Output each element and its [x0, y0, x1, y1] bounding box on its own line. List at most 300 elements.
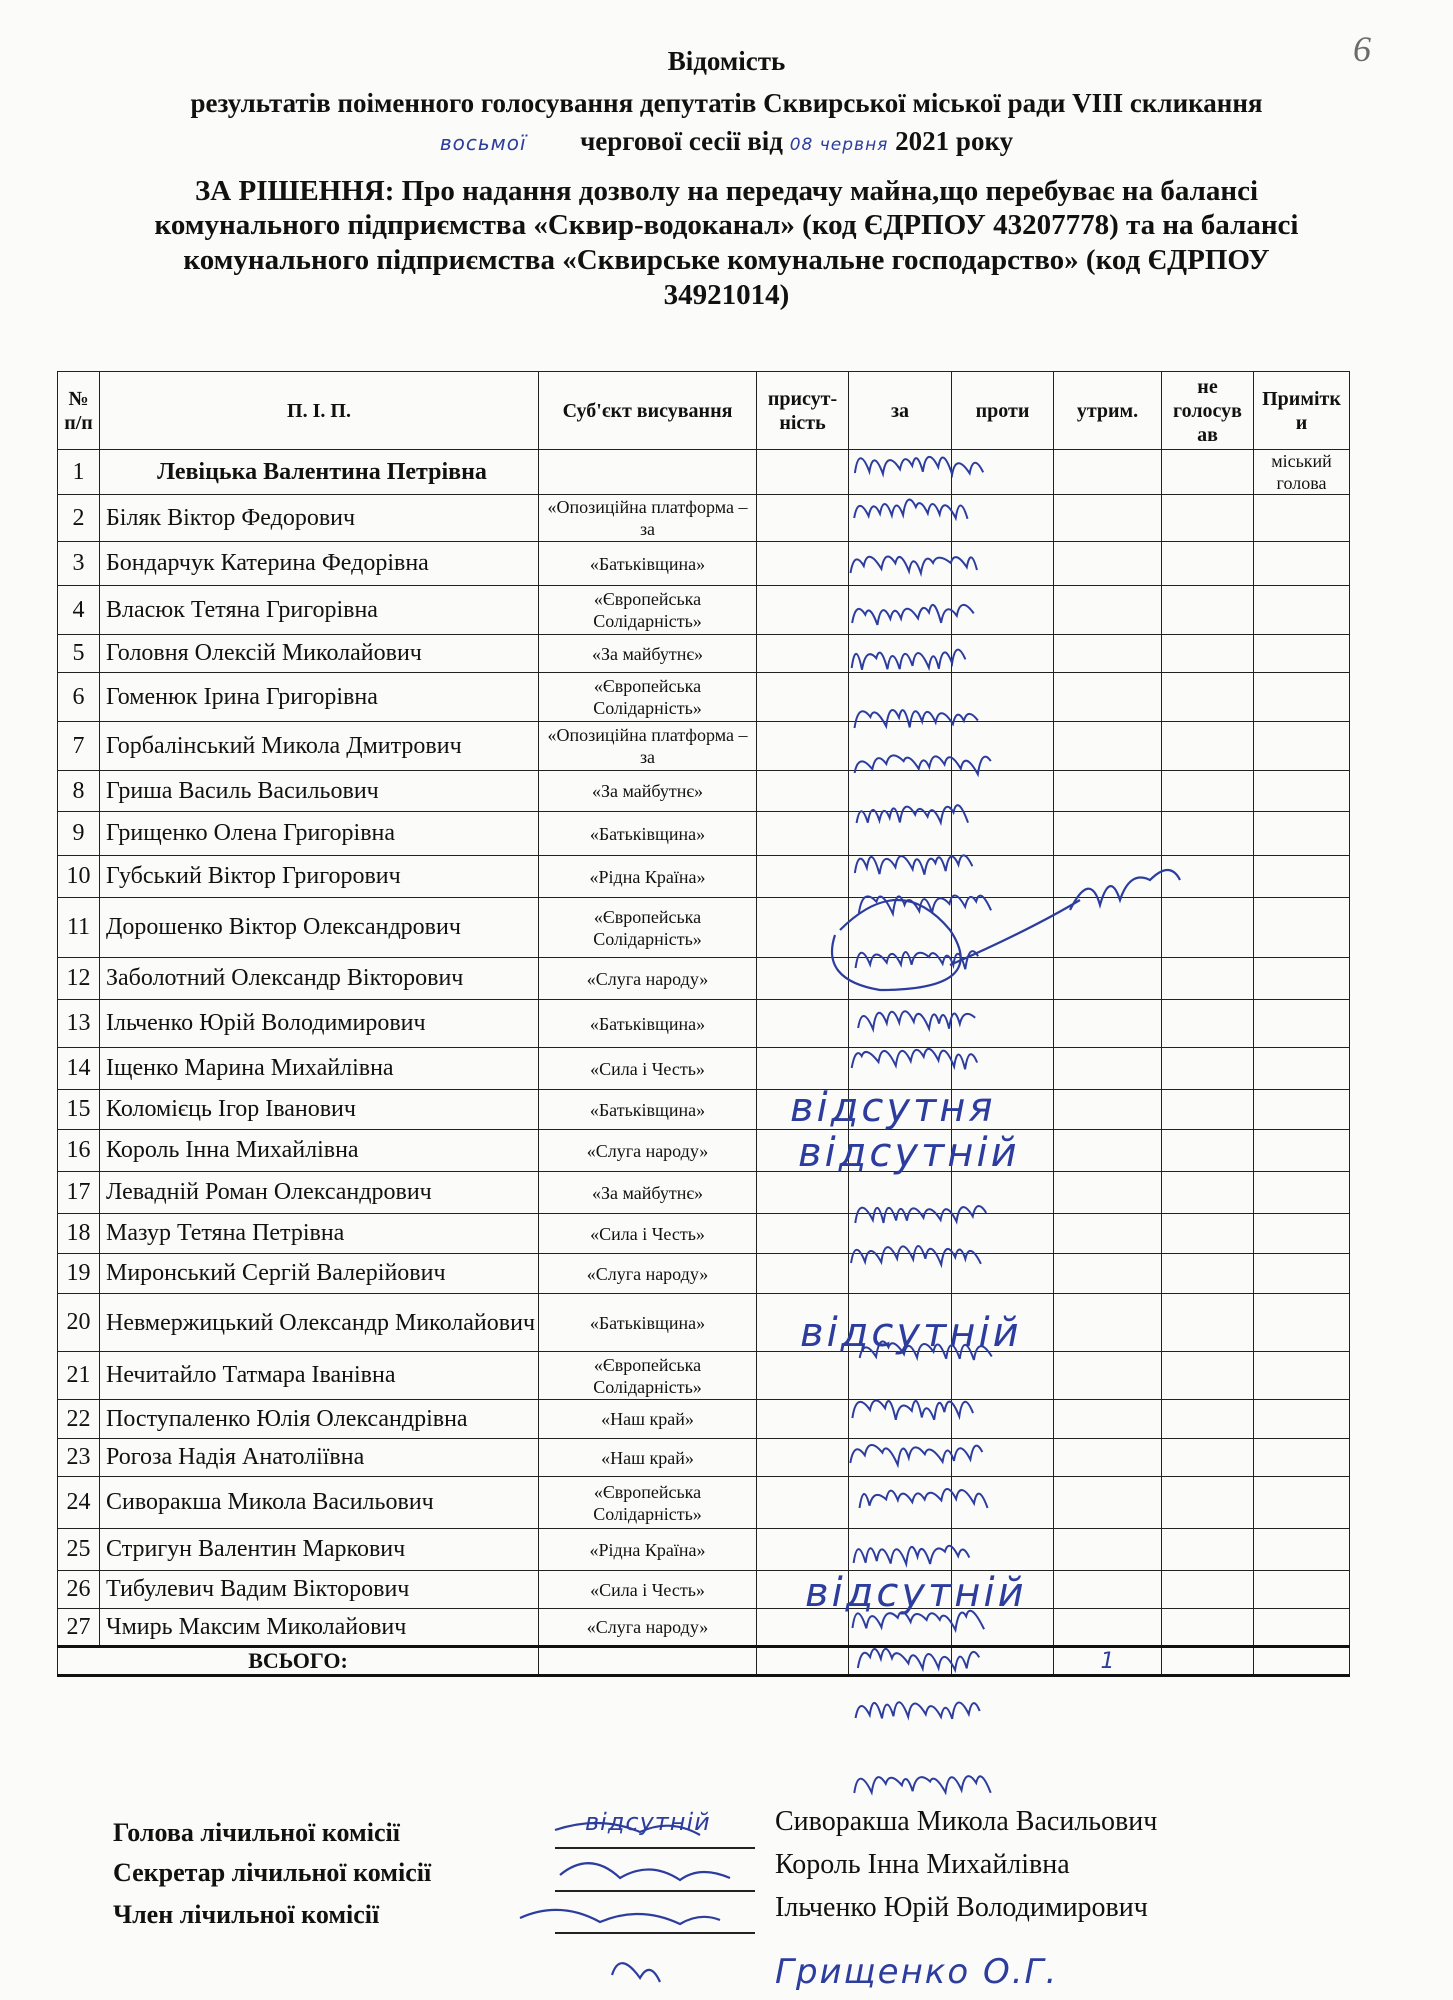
not-voted-cell — [1162, 1214, 1254, 1254]
vote-against-cell — [952, 495, 1054, 542]
note-cell — [1254, 1048, 1350, 1090]
present-cell — [757, 812, 849, 856]
row-number: 3 — [58, 542, 100, 586]
note-cell — [1254, 812, 1350, 856]
deputy-name: Невмержицький Олександр Миколайович — [100, 1294, 539, 1352]
deputy-name: Левіцька Валентина Петрівна — [100, 450, 539, 495]
table-row — [58, 1000, 1350, 1048]
deputy-party: «Батьківщина» — [539, 1090, 757, 1130]
deputy-name: Власюк Тетяна Григорівна — [100, 586, 539, 635]
present-cell — [757, 542, 849, 586]
session-text: чергової сесії від — [580, 126, 783, 156]
vote-abstain-cell — [1054, 635, 1162, 673]
row-number: 21 — [58, 1352, 100, 1400]
deputy-party: «Сила і Честь» — [539, 1048, 757, 1090]
note-cell — [1254, 1294, 1350, 1352]
row-number: 18 — [58, 1214, 100, 1254]
vote-abstain-cell — [1054, 958, 1162, 1000]
row-number: 24 — [58, 1477, 100, 1529]
not-voted-cell — [1162, 1439, 1254, 1477]
vote-abstain-cell — [1054, 1130, 1162, 1172]
table-row — [58, 1400, 1350, 1439]
vote-abstain-cell — [1054, 771, 1162, 812]
extra-signature — [612, 1963, 660, 1982]
vote-abstain-cell — [1054, 1090, 1162, 1130]
col-header-not-voted: не голосув ав — [1162, 372, 1254, 450]
row-number: 14 — [58, 1048, 100, 1090]
table-row — [58, 1529, 1350, 1571]
table-header-row — [58, 372, 1350, 450]
table-row — [58, 898, 1350, 958]
session-handwritten-date: 08 червня — [789, 135, 889, 155]
deputy-party: «Опозиційна платформа – за — [539, 495, 757, 542]
not-voted-cell — [1162, 958, 1254, 1000]
vote-for-cell — [849, 1477, 952, 1529]
row-number: 13 — [58, 1000, 100, 1048]
deputy-party: «Слуга народу» — [539, 1609, 757, 1647]
deputy-name: Гриша Василь Васильович — [100, 771, 539, 812]
note-cell — [1254, 673, 1350, 722]
vote-abstain-cell — [1054, 586, 1162, 635]
note-cell — [1254, 1352, 1350, 1400]
vote-for-cell — [849, 495, 952, 542]
vote-against-cell — [952, 1352, 1054, 1400]
row-number: 19 — [58, 1254, 100, 1294]
vote-for-cell — [849, 812, 952, 856]
deputy-name: Бондарчук Катерина Федорівна — [100, 542, 539, 586]
vote-abstain-cell — [1054, 1254, 1162, 1294]
vote-abstain-cell — [1054, 1048, 1162, 1090]
col-header-against: проти — [952, 372, 1054, 450]
row-number: 10 — [58, 856, 100, 898]
table-row — [58, 1048, 1350, 1090]
page-number: 6 — [1353, 29, 1371, 69]
row-number: 17 — [58, 1172, 100, 1214]
present-cell — [757, 1477, 849, 1529]
vote-against-cell — [952, 722, 1054, 771]
deputy-name: Король Інна Михайлівна — [100, 1130, 539, 1172]
vote-for-cell — [849, 771, 952, 812]
deputy-party: «Батьківщина» — [539, 1294, 757, 1352]
not-voted-cell — [1162, 1352, 1254, 1400]
vote-abstain-cell — [1054, 1172, 1162, 1214]
deputy-party: «Слуга народу» — [539, 1130, 757, 1172]
deputy-name: Поступаленко Юлія Олександрівна — [100, 1400, 539, 1439]
present-cell — [757, 1048, 849, 1090]
note-cell — [1254, 495, 1350, 542]
row-number: 23 — [58, 1439, 100, 1477]
table-row — [58, 856, 1350, 898]
deputy-name: Сиворакша Микола Васильович — [100, 1477, 539, 1529]
vote-against-cell — [952, 1254, 1054, 1294]
row-number: 22 — [58, 1400, 100, 1439]
vote-abstain-cell — [1054, 1352, 1162, 1400]
row-number: 20 — [58, 1294, 100, 1352]
vote-against-cell — [952, 673, 1054, 722]
not-voted-cell — [1162, 1172, 1254, 1214]
session-year: 2021 року — [895, 126, 1014, 156]
present-cell — [757, 958, 849, 1000]
vote-for-cell — [849, 1214, 952, 1254]
table-row — [58, 542, 1350, 586]
row-number: 6 — [58, 673, 100, 722]
deputy-name: Гоменюк Ірина Григорівна — [100, 673, 539, 722]
vote-abstain-cell — [1054, 1609, 1162, 1647]
not-voted-cell — [1162, 1400, 1254, 1439]
note-cell — [1254, 1477, 1350, 1529]
vote-for-cell — [849, 450, 952, 495]
extra-handwritten-name: Грищенко О.Г. — [775, 1952, 1059, 1992]
vote-abstain-cell — [1054, 1571, 1162, 1609]
vote-against-cell — [952, 1048, 1054, 1090]
vote-against-cell — [952, 542, 1054, 586]
deputy-party: «Європейська Солідарність» — [539, 586, 757, 635]
vote-for-cell — [849, 542, 952, 586]
decision-line-1: ЗА РІШЕННЯ: Про надання дозволу на передачу майна,що перебуває на балансі — [194, 175, 1259, 207]
note-cell — [1254, 1254, 1350, 1294]
table-row — [58, 1352, 1350, 1400]
row-number: 9 — [58, 812, 100, 856]
table-row — [58, 1609, 1350, 1647]
table-row — [58, 586, 1350, 635]
total-against-handwritten: 1 — [1054, 1647, 1162, 1676]
vote-abstain-cell — [1054, 812, 1162, 856]
table-row — [58, 771, 1350, 812]
vote-for-cell — [849, 1000, 952, 1048]
deputy-party: «За майбутнє» — [539, 771, 757, 812]
deputy-party — [539, 450, 757, 495]
note-cell — [1254, 722, 1350, 771]
table-row — [58, 812, 1350, 856]
present-cell — [757, 586, 849, 635]
deputy-party: «Рідна Країна» — [539, 856, 757, 898]
table-row — [58, 1130, 1350, 1172]
present-cell — [757, 722, 849, 771]
table-row — [58, 1172, 1350, 1214]
row-number: 1 — [58, 450, 100, 495]
vote-for-cell — [849, 898, 952, 958]
commission-chair-label: Голова лічильної комісії — [113, 1818, 400, 1847]
not-voted-cell — [1162, 1000, 1254, 1048]
table-row — [58, 1090, 1350, 1130]
vote-for-cell — [849, 1400, 952, 1439]
note-cell — [1254, 1571, 1350, 1609]
row-number: 5 — [58, 635, 100, 673]
vote-against-cell — [952, 586, 1054, 635]
note-cell — [1254, 1172, 1350, 1214]
not-voted-cell — [1162, 722, 1254, 771]
vote-against-cell — [952, 771, 1054, 812]
deputy-name: Тибулевич Вадим Вікторович — [100, 1571, 539, 1609]
deputy-name: Заболотний Олександр Вікторович — [100, 958, 539, 1000]
decision-line-4: 34921014) — [663, 279, 790, 311]
note-cell — [1254, 771, 1350, 812]
deputy-name: Миронський Сергій Валерійович — [100, 1254, 539, 1294]
deputy-name: Чмирь Максим Миколайович — [100, 1609, 539, 1647]
deputy-party: «Європейська Солідарність» — [539, 673, 757, 722]
deputy-name: Левадній Роман Олександрович — [100, 1172, 539, 1214]
not-voted-cell — [1162, 1294, 1254, 1352]
table-row — [58, 635, 1350, 673]
deputy-party: «Рідна Країна» — [539, 1529, 757, 1571]
present-cell — [757, 450, 849, 495]
vote-abstain-cell — [1054, 1400, 1162, 1439]
not-voted-cell — [1162, 1609, 1254, 1647]
note-cell — [1254, 1000, 1350, 1048]
not-voted-cell — [1162, 586, 1254, 635]
vote-for-cell — [849, 635, 952, 673]
table-row — [58, 722, 1350, 771]
deputy-party: «Європейська Солідарність» — [539, 1352, 757, 1400]
not-voted-cell — [1162, 812, 1254, 856]
not-voted-cell — [1162, 856, 1254, 898]
vote-against-cell — [952, 1529, 1054, 1571]
commission-member-name: Ільченко Юрій Володимирович — [775, 1892, 1148, 1923]
deputy-party: «Європейська Солідарність» — [539, 898, 757, 958]
note-cell — [1254, 898, 1350, 958]
vote-for-cell — [849, 958, 952, 1000]
table-row — [58, 450, 1350, 495]
not-voted-cell — [1162, 771, 1254, 812]
present-cell — [757, 771, 849, 812]
col-header-number: № п/п — [58, 372, 100, 450]
deputy-party: «Наш край» — [539, 1400, 757, 1439]
absent-mark-14: відсутня — [790, 1085, 996, 1131]
vote-abstain-cell — [1054, 1000, 1162, 1048]
signature-for-vote — [856, 1702, 980, 1719]
not-voted-cell — [1162, 450, 1254, 495]
not-voted-cell — [1162, 1571, 1254, 1609]
deputy-name: Стригун Валентин Маркович — [100, 1529, 539, 1571]
deputy-party: «Європейська Солідарність» — [539, 1477, 757, 1529]
not-voted-cell — [1162, 1254, 1254, 1294]
deputy-party: «Батьківщина» — [539, 812, 757, 856]
absent-mark-19: відсутній — [800, 1310, 1022, 1356]
deputy-name: Дорошенко Віктор Олександрович — [100, 898, 539, 958]
present-cell — [757, 1400, 849, 1439]
deputy-name: Губський Віктор Григорович — [100, 856, 539, 898]
present-cell — [757, 898, 849, 958]
not-voted-cell — [1162, 635, 1254, 673]
deputy-name: Грищенко Олена Григорівна — [100, 812, 539, 856]
note-cell — [1254, 635, 1350, 673]
row-number: 16 — [58, 1130, 100, 1172]
table-row — [58, 1214, 1350, 1254]
vote-against-cell — [952, 1000, 1054, 1048]
not-voted-cell — [1162, 898, 1254, 958]
note-cell: міський голова — [1254, 450, 1350, 495]
note-cell — [1254, 1529, 1350, 1571]
deputy-party: «Батьківщина» — [539, 542, 757, 586]
vote-for-cell — [849, 1254, 952, 1294]
deputy-name: Головня Олексій Миколайович — [100, 635, 539, 673]
decision-line-2: комунального підприємства «Сквир-водоканал» (код ЄДРПОУ 43207778) та на балансі — [154, 209, 1299, 241]
vote-against-cell — [952, 898, 1054, 958]
commission-chair-name: Сиворакша Микола Васильович — [775, 1806, 1158, 1837]
vote-against-cell — [952, 1477, 1054, 1529]
not-voted-cell — [1162, 673, 1254, 722]
member-signature-line — [555, 1932, 755, 1934]
row-number: 2 — [58, 495, 100, 542]
present-cell — [757, 495, 849, 542]
session-line — [0, 126, 1453, 157]
table-row — [58, 1439, 1350, 1477]
note-cell — [1254, 1214, 1350, 1254]
deputy-party: «Сила і Честь» — [539, 1214, 757, 1254]
vote-for-cell — [849, 1352, 952, 1400]
vote-abstain-cell — [1054, 1529, 1162, 1571]
deputy-party: «За майбутнє» — [539, 635, 757, 673]
signature-for-vote — [854, 1776, 990, 1793]
not-voted-cell — [1162, 1048, 1254, 1090]
vote-for-cell — [849, 856, 952, 898]
commission-secretary-label: Секретар лічильної комісії — [113, 1858, 432, 1887]
document-title: Відомість — [667, 46, 786, 76]
vote-against-cell — [952, 812, 1054, 856]
present-cell — [757, 1529, 849, 1571]
vote-against-cell — [952, 635, 1054, 673]
vote-against-cell — [952, 856, 1054, 898]
not-voted-cell — [1162, 1477, 1254, 1529]
deputy-party: «Слуга народу» — [539, 958, 757, 1000]
vote-abstain-cell — [1054, 1214, 1162, 1254]
row-number: 15 — [58, 1090, 100, 1130]
vote-abstain-cell — [1054, 898, 1162, 958]
table-row — [58, 1477, 1350, 1529]
vote-for-cell — [849, 673, 952, 722]
vote-against-cell — [952, 1400, 1054, 1439]
deputy-name: Іщенко Марина Михайлівна — [100, 1048, 539, 1090]
present-cell — [757, 1214, 849, 1254]
deputy-party: «Наш край» — [539, 1439, 757, 1477]
secretary-signature-line — [555, 1890, 755, 1892]
note-cell — [1254, 958, 1350, 1000]
not-voted-cell — [1162, 1090, 1254, 1130]
present-cell — [757, 1000, 849, 1048]
vote-for-cell — [849, 586, 952, 635]
vote-abstain-cell — [1054, 722, 1162, 771]
present-cell — [757, 1352, 849, 1400]
document-subtitle: результатів поіменного голосування депутатів Сквирської міської ради VIII скликання — [190, 88, 1263, 118]
deputy-name: Горбалінський Микола Дмитрович — [100, 722, 539, 771]
table-row — [58, 1254, 1350, 1294]
row-number: 8 — [58, 771, 100, 812]
commission-secretary-name: Король Інна Михайлівна — [775, 1849, 1070, 1880]
row-number: 27 — [58, 1609, 100, 1647]
vote-for-cell — [849, 1172, 952, 1214]
chair-handwritten: відсутній — [585, 1808, 711, 1836]
table-row — [58, 1294, 1350, 1352]
vote-against-cell — [952, 450, 1054, 495]
deputy-party: «Опозиційна платформа – за — [539, 722, 757, 771]
present-cell — [757, 1172, 849, 1214]
note-cell — [1254, 542, 1350, 586]
deputy-party: «Сила і Честь» — [539, 1571, 757, 1609]
note-cell — [1254, 1609, 1350, 1647]
voting-table — [57, 371, 1350, 1677]
deputy-name: Нечитайло Татмара Іванівна — [100, 1352, 539, 1400]
total-label: ВСЬОГО: — [58, 1647, 539, 1676]
vote-abstain-cell — [1054, 1477, 1162, 1529]
col-header-party: Суб'єкт висування — [539, 372, 757, 450]
table-row — [58, 673, 1350, 722]
secretary-signature — [560, 1863, 730, 1880]
not-voted-cell — [1162, 542, 1254, 586]
note-cell — [1254, 1090, 1350, 1130]
col-header-notes: Примітк и — [1254, 372, 1350, 450]
note-cell — [1254, 856, 1350, 898]
absent-mark-24: відсутній — [805, 1570, 1027, 1616]
col-header-present: присут-ність — [757, 372, 849, 450]
deputy-party: «За майбутнє» — [539, 1172, 757, 1214]
deputy-name: Рогоза Надія Анатоліївна — [100, 1439, 539, 1477]
present-cell — [757, 856, 849, 898]
note-cell — [1254, 1439, 1350, 1477]
vote-abstain-cell — [1054, 542, 1162, 586]
deputy-name: Ільченко Юрій Володимирович — [100, 1000, 539, 1048]
not-voted-cell — [1162, 1130, 1254, 1172]
col-header-name: П. І. П. — [100, 372, 539, 450]
present-cell — [757, 1439, 849, 1477]
total-row — [58, 1647, 1350, 1676]
vote-abstain-cell — [1054, 673, 1162, 722]
row-number: 26 — [58, 1571, 100, 1609]
absent-mark-15: відсутній — [798, 1130, 1020, 1176]
vote-against-cell — [952, 1172, 1054, 1214]
table-row — [58, 958, 1350, 1000]
member-signature — [520, 1910, 720, 1924]
session-handwritten-ordinal: восьмої — [439, 131, 527, 155]
vote-abstain-cell — [1054, 1294, 1162, 1352]
vote-for-cell — [849, 722, 952, 771]
not-voted-cell — [1162, 1529, 1254, 1571]
vote-for-cell — [849, 1048, 952, 1090]
row-number: 4 — [58, 586, 100, 635]
col-header-for: за — [849, 372, 952, 450]
vote-abstain-cell — [1054, 450, 1162, 495]
col-header-abstain: утрим. — [1054, 372, 1162, 450]
row-number: 11 — [58, 898, 100, 958]
deputy-name: Біляк Віктор Федорович — [100, 495, 539, 542]
present-cell — [757, 673, 849, 722]
vote-against-cell — [952, 1214, 1054, 1254]
deputy-name: Коломієць Ігор Іванович — [100, 1090, 539, 1130]
decision-line-3: комунального підприємства «Сквирське комунальне господарство» (код ЄДРПОУ — [183, 244, 1270, 276]
vote-against-cell — [952, 958, 1054, 1000]
vote-abstain-cell — [1054, 1439, 1162, 1477]
deputy-party: «Батьківщина» — [539, 1000, 757, 1048]
row-number: 25 — [58, 1529, 100, 1571]
deputy-name: Мазур Тетяна Петрівна — [100, 1214, 539, 1254]
row-number: 7 — [58, 722, 100, 771]
chair-signature-line — [555, 1847, 755, 1849]
vote-abstain-cell — [1054, 495, 1162, 542]
note-cell — [1254, 586, 1350, 635]
present-cell — [757, 1254, 849, 1294]
table-row — [58, 495, 1350, 542]
vote-for-cell — [849, 1439, 952, 1477]
note-cell — [1254, 1400, 1350, 1439]
row-number: 12 — [58, 958, 100, 1000]
table-row — [58, 1571, 1350, 1609]
vote-abstain-cell — [1054, 856, 1162, 898]
present-cell — [757, 635, 849, 673]
vote-against-cell — [952, 1439, 1054, 1477]
deputy-party: «Слуга народу» — [539, 1254, 757, 1294]
vote-for-cell — [849, 1529, 952, 1571]
not-voted-cell — [1162, 495, 1254, 542]
commission-member-label: Член лічильної комісії — [113, 1900, 380, 1929]
